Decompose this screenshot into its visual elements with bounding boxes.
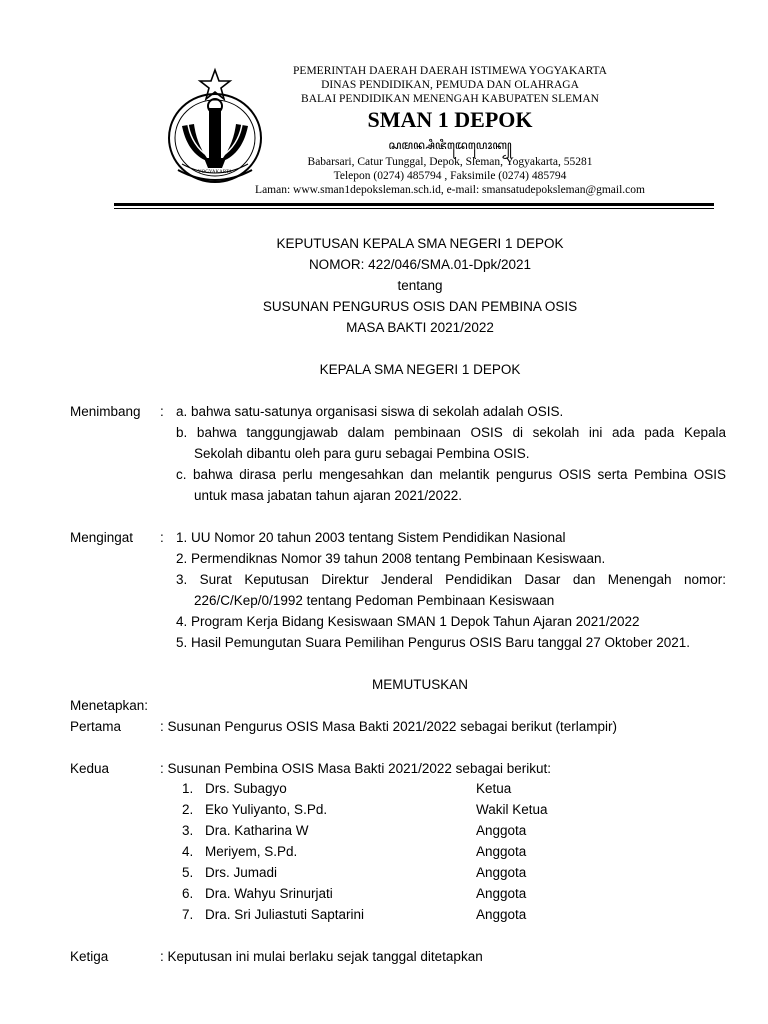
letterhead-office: BALAI PENDIDIKAN MENENGAH KABUPATEN SLEMAN bbox=[301, 93, 599, 105]
mengingat-item-3: 3. Surat Keputusan Direktur Jenderal Pendidikan Dasar dan Menengah nomor: bbox=[176, 572, 726, 587]
letterhead-department: DINAS PENDIDIKAN, PEMUDA DAN OLAHRAGA bbox=[321, 79, 579, 91]
menimbang-item-b-cont: Sekolah dibantu oleh para guru sebagai Pembina OSIS. bbox=[194, 446, 530, 461]
decree-tentang: tentang bbox=[397, 278, 443, 293]
member-name: Dra. Katharina W bbox=[205, 823, 309, 838]
mengingat-item-1: 1. UU Nomor 20 tahun 2003 tentang Sistem Pendidikan Nasional bbox=[176, 530, 566, 545]
mengingat-item-2: 2. Permendiknas Nomor 39 tahun 2008 tentang Pembinaan Kesiswaan. bbox=[176, 551, 606, 566]
menimbang-item-b: b. bahwa tanggungjawab dalam pembinaan OSIS di sekolah ini ada pada Kepala bbox=[176, 425, 726, 440]
menimbang-item-a: a. bahwa satu-satunya organisasi siswa di sekolah adalah OSIS. bbox=[176, 404, 564, 419]
decree-subject: SUSUNAN PENGURUS OSIS DAN PEMBINA OSIS bbox=[262, 299, 578, 314]
member-number: 6. bbox=[182, 886, 194, 901]
mengingat-colon: : bbox=[160, 530, 164, 545]
member-name: Drs. Jumadi bbox=[205, 865, 278, 880]
member-name: Drs. Subagyo bbox=[205, 781, 287, 796]
mengingat-item-3-cont: 226/C/Kep/0/1992 tentang Pedoman Pembinaan Kesiswaan bbox=[194, 593, 555, 608]
pertama-label: Pertama bbox=[70, 719, 122, 734]
letterhead-address: Babarsari, Catur Tunggal, Depok, Sleman, Yogyakarta, 55281 bbox=[307, 156, 593, 168]
member-role: Anggota bbox=[476, 865, 527, 880]
menimbang-label: Menimbang bbox=[70, 404, 141, 419]
letterhead-divider-thin bbox=[114, 208, 714, 209]
menimbang-colon: : bbox=[160, 404, 164, 419]
letterhead-phone: Telepon (0274) 485794 , Faksimile (0274) 485794 bbox=[333, 170, 567, 182]
decree-number: NOMOR: 422/046/SMA.01-Dpk/2021 bbox=[308, 257, 532, 272]
mengingat-item-4: 4. Program Kerja Bidang Kesiswaan SMAN 1 Depok Tahun Ajaran 2021/2022 bbox=[176, 614, 640, 629]
member-role: Anggota bbox=[476, 844, 527, 859]
member-name: Dra. Sri Juliastuti Saptarini bbox=[205, 907, 365, 922]
logo-caption: YOGYAKARTA bbox=[197, 170, 233, 175]
member-role: Wakil Ketua bbox=[476, 802, 548, 817]
member-number: 3. bbox=[182, 823, 194, 838]
pertama-text: : Susunan Pengurus OSIS Masa Bakti 2021/2022 sebagai berikut (terlampir) bbox=[160, 719, 618, 734]
member-number: 1. bbox=[182, 781, 194, 796]
member-number: 4. bbox=[182, 844, 194, 859]
member-name: Meriyem, S.Pd. bbox=[205, 844, 298, 859]
decree-authority: KEPALA SMA NEGERI 1 DEPOK bbox=[319, 362, 521, 377]
kedua-label: Kedua bbox=[70, 761, 110, 776]
member-role: Anggota bbox=[476, 886, 527, 901]
memutuskan-heading: MEMUTUSKAN bbox=[371, 677, 468, 692]
member-role: Anggota bbox=[476, 907, 527, 922]
mengingat-item-5: 5. Hasil Pemungutan Suara Pemilihan Pengurus OSIS Baru tanggal 27 Oktober 2021. bbox=[176, 635, 691, 650]
ketiga-text: : Keputusan ini mulai berlaku sejak tanggal ditetapkan bbox=[160, 949, 483, 964]
ketiga-label: Ketiga bbox=[70, 949, 109, 964]
member-role: Ketua bbox=[476, 781, 512, 796]
letterhead-divider-thick bbox=[114, 203, 714, 206]
letterhead-web: Laman: www.sman1depoksleman.sch.id, e-mail: smansatudepoksleman@gmail.com bbox=[255, 184, 645, 196]
member-name: Eko Yuliyanto, S.Pd. bbox=[205, 802, 328, 817]
menimbang-item-c: c. bahwa dirasa perlu mengesahkan dan melantik pengurus OSIS serta Pembina OSIS bbox=[176, 467, 726, 482]
member-number: 5. bbox=[182, 865, 194, 880]
menetapkan-label: Menetapkan: bbox=[70, 698, 149, 713]
school-name: SMAN 1 DEPOK bbox=[367, 107, 533, 132]
mengingat-label: Mengingat bbox=[70, 530, 134, 545]
member-role: Anggota bbox=[476, 823, 527, 838]
decree-title: KEPUTUSAN KEPALA SMA NEGERI 1 DEPOK bbox=[276, 236, 564, 251]
decree-period: MASA BAKTI 2021/2022 bbox=[346, 320, 494, 335]
menimbang-item-c-cont: untuk masa jabatan tahun ajaran 2021/2022. bbox=[194, 488, 462, 503]
school-name-javanese: ꦱꦩꦤ꧀ꦱꦶꦗꦶꦢꦺꦥꦺꦴꦏ꧀ bbox=[388, 138, 512, 152]
letterhead-government: PEMERINTAH DAERAH DAERAH ISTIMEWA YOGYAKARTA bbox=[293, 65, 607, 77]
member-name: Dra. Wahyu Srinurjati bbox=[205, 886, 333, 901]
member-number: 7. bbox=[182, 907, 194, 922]
kedua-text: : Susunan Pembina OSIS Masa Bakti 2021/2022 sebagai berikut: bbox=[160, 761, 551, 776]
member-number: 2. bbox=[182, 802, 194, 817]
